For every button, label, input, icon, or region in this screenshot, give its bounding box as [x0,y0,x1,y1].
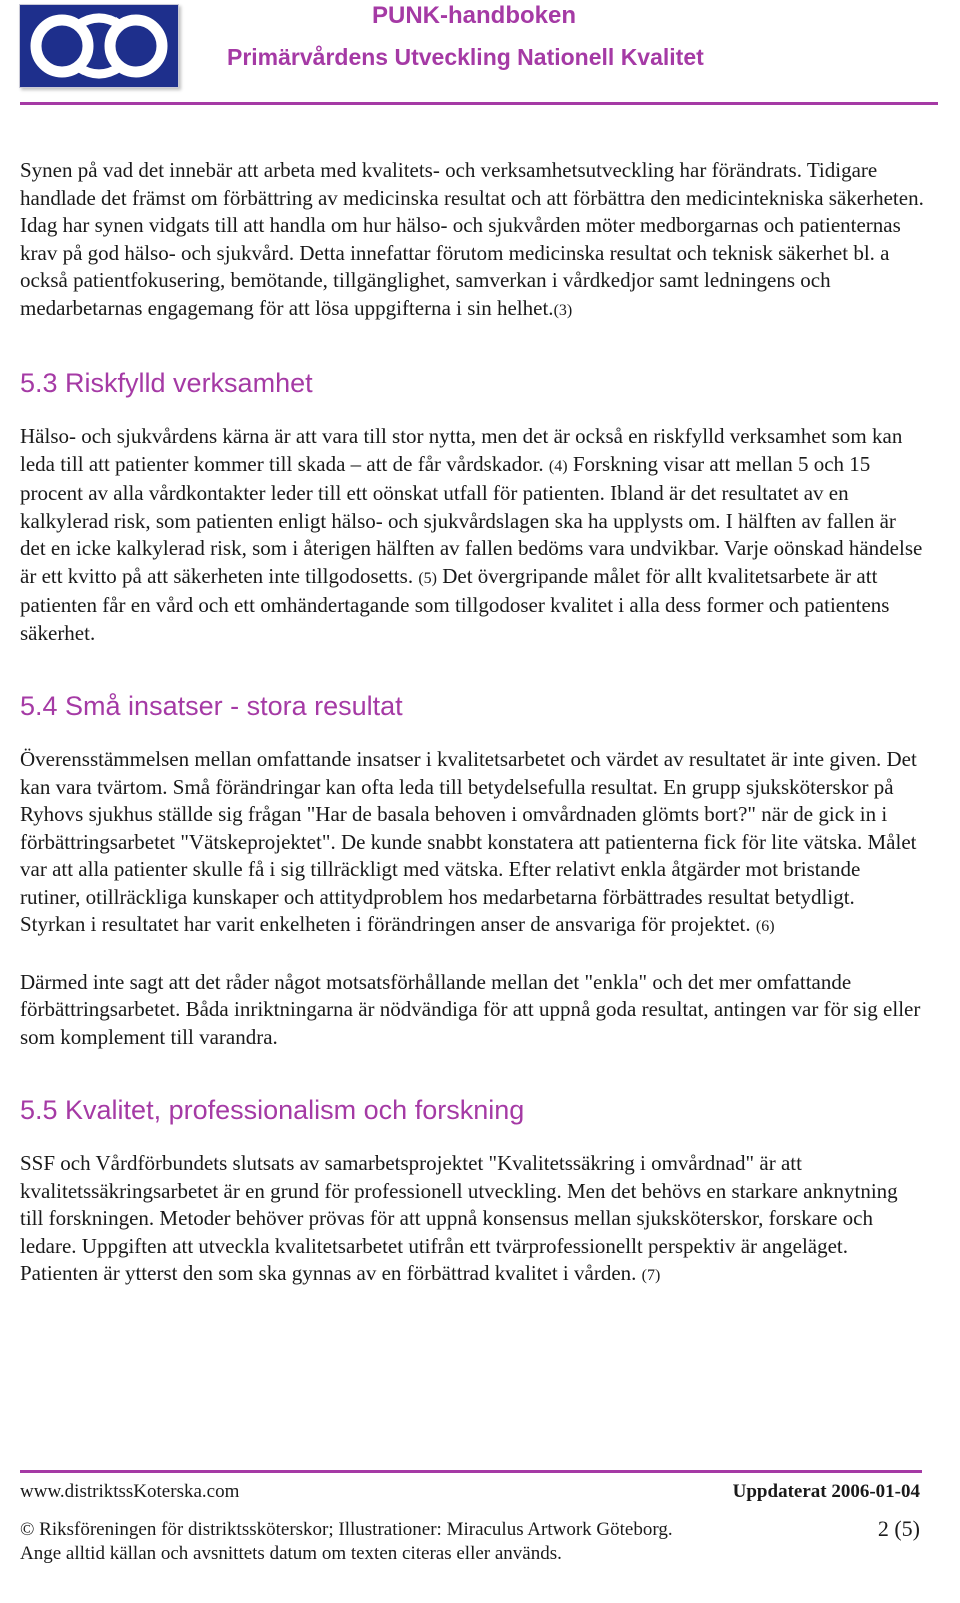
reference-3: (3) [553,301,573,319]
document-subtitle: Primärvårdens Utveckling Nationell Kvalitet [227,44,704,70]
footer-copyright [20,1518,800,1566]
section-5-4-paragraph-2: Därmed inte sagt att det råder något motsatsförhållande mellan det "enkla" och det mer omfattande förbättringsarbetet. Båda inriktningarna är nödvändiga för att uppnå goda resultat, antingen var för sig eller som komplement till varandra. [20,969,921,1049]
copyright-line-1: © Riksföreningen för distriktssköterskor; Illustrationer: Miraculus Artwork Göteborg. [20,1519,673,1540]
intro-text: Synen på vad det innebär att arbeta med kvalitets- och verksamhetsutveckling har förändrats. Tidigare handlade det främst om förbättring av medicinska resultat och att förbättra den medicintekniska säkerheten. Idag har synen vidgats till att handla om hur hälso- och sjukvården möter medborgarnas och patienternas krav på god hälso- och sjukvård. Detta innefattar förutom medicinska resultat och teknisk säkerhet bl. a också patientfokusering, bemötande, tillgänglighet, samverkan i vårdkedjor samt ledningens och medarbetarnas engagemang för att lösa uppgifterna i sin helhet. [20,158,924,320]
page-header [0,0,960,110]
section-5-3-text-c: Det övergripande målet för allt kvalitetsarbete är att patienten får en vård och ett omhändertagande som tillgodoser kvalitet i alla dess former och patientens säkerhet. [20,563,890,645]
section-5-5-paragraph [20,1150,925,1290]
section-5-4-paragraph-1 [20,746,925,941]
section-5-3-text-b: Forskning visar att mellan 5 och 15 procent av alla vårdkontakter leder till ett oönskat utfall för patienten. Ibland är det resultatet av en kalkylerad risk, som patienten enligt hälso- och sjukvårdslagen ska ha upplysts om. I hälften av fallen är det en icke kalkylerad risk, som i återigen hälften av fallen bedöms vara undvikbar. Varje oönskad händelse är ett kvitto på att säkerheten inte tillgodosetts. [20,451,923,588]
reference-5: (5) [418,569,437,587]
reference-4: (4) [548,457,568,475]
page-content [20,157,925,1318]
section-5-3-text-a: Hälso- och sjukvårdens kärna är att vara till stor nytta, men det är också en riskfylld verksamhet som kan leda till att patienter kommer till skada – att de får vårdskador. [20,424,903,476]
intro-paragraph [20,157,925,324]
section-5-4-text-1: Överensstämmelsen mellan omfattande insatser i kvalitetsarbetet och värdet av resultatet är inte given. Det kan vara tvärtom. Små förändringar kan ofta leda till betydelsefulla resultat. En grupp sjuksköterskor på Ryhovs sjukhus ställde sig frågan "Har de basala behoven i omvårdnaden glömts bort?" när de gick in i förbättringsarbetet "Vätskeprojektet". De kunde snabbt konstatera att patienterna fick för lite vätska. Målet var att alla patienter skulle få i sig tillräckligt med vätska. Efter relativt enkla åtgärder mot bristande rutiner, otillräckliga kunskaper och attitydproblem hos medarbetarna förbättrades resultat betydligt. Styrkan i resultatet har varit enkelheten i förändringen anser de ansvariga för projektet. [20,747,917,936]
punk-logo-icon [19,4,179,88]
section-heading-5-4: 5.4 Små insatser - stora resultat [20,691,403,721]
footer-updated-date: Uppdaterat 2006-01-04 [732,1481,920,1502]
copyright-line-2: Ange alltid källan och avsnittets datum om texten citeras eller används. [20,1543,562,1564]
document-title: PUNK-handboken [372,2,576,29]
reference-7: (7) [641,1267,661,1284]
reference-6: (6) [755,918,775,935]
section-5-5-text: SSF och Vårdförbundets slutsats av samarbetsprojektet "Kvalitetssäkring i omvårdnad" är att kvalitetssäkringsarbetet är en grund för professionell utveckling. Men det behövs en starkare anknytning till forskningen. Metoder behöver prövas för att uppnå konsensus mellan sjuksköterskor, forskare och ledare. Uppgiften att utveckla kvalitetsarbetet utifrån ett tvärprofessionellt perspektiv är angeläget. Patienten är ytterst den som ska gynnas av en förbättrad kvalitet i vården. [20,1151,898,1285]
section-heading-5-5: 5.5 Kvalitet, professionalism och forskning [20,1095,525,1125]
header-divider [20,102,938,105]
footer-divider [20,1470,922,1473]
page-number: 2 (5) [877,1516,920,1541]
section-5-3-paragraph [20,423,925,647]
section-heading-5-3: 5.3 Riskfylld verksamhet [20,368,313,398]
footer-website: www.distriktssKoterska.com [20,1481,240,1502]
